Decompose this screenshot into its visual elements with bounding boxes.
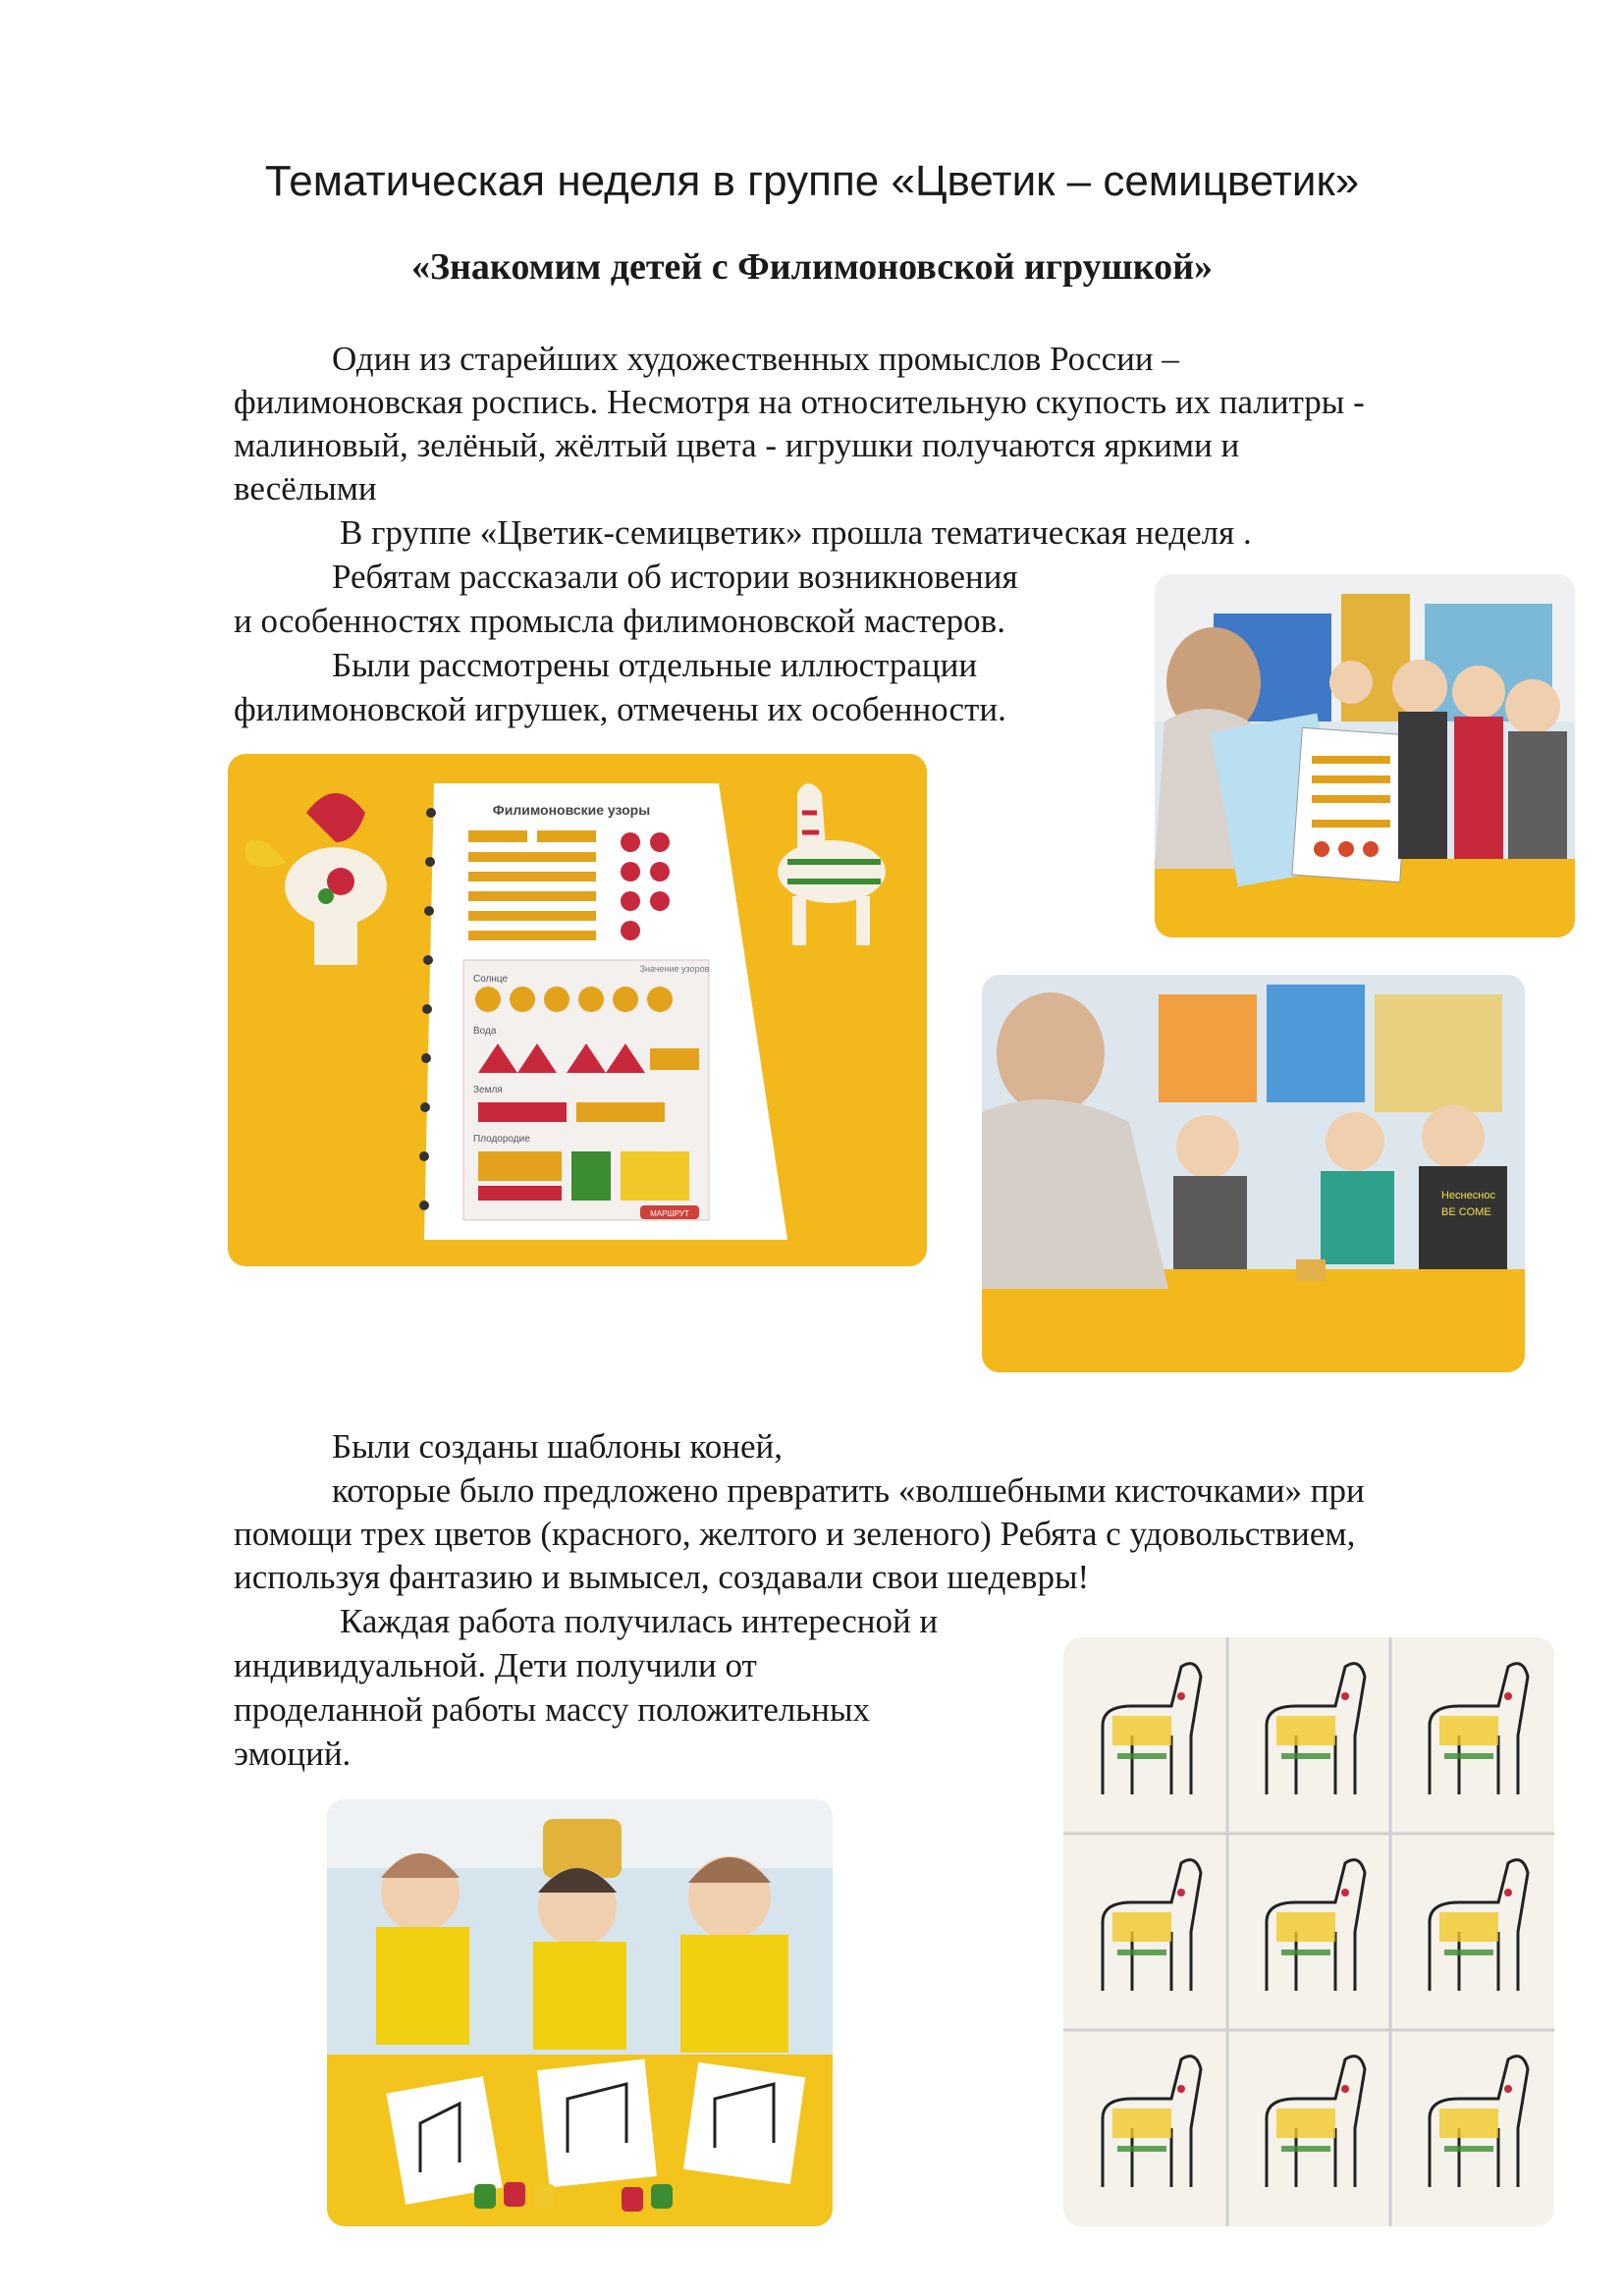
intro-line-2: филимоновская роспись. Несмотря на относительную скупость их палитры -: [234, 383, 1365, 421]
booklet-section-3: Земля: [473, 1085, 503, 1095]
booklet-heading: Филимоновские узоры: [492, 802, 651, 818]
poster-text-2: BE COME: [1441, 1206, 1491, 1218]
booklet-corner-label: Значение узоров: [639, 964, 710, 974]
booklet-badge: МАРШРУТ: [650, 1209, 689, 1218]
intro-line-1: Один из старейших художественных промыслов России –: [332, 340, 1179, 378]
outro-line-4: используя фантазию и вымысел, создавали свои шедевры!: [234, 1558, 1090, 1596]
outro-line-7: проделанной работы массу положительных: [234, 1690, 871, 1729]
page-title: Тематическая неделя в группе «Цветик – семицветик»: [264, 157, 1360, 205]
photo-teacher-with-booklet: [1155, 574, 1575, 937]
photo-booklet-with-toys: [228, 754, 927, 1266]
photo-girls-painting: [327, 1799, 833, 2226]
outro-line-8: эмоций.: [234, 1735, 352, 1773]
outro-line-2: которые было предложено превратить «волшебными кисточками» при: [332, 1471, 1365, 1510]
intro-line-9: филимоновской игрушек, отмечены их особенности.: [234, 690, 1006, 728]
booklet-section-2: Вода: [473, 1026, 497, 1037]
intro-line-5: В группе «Цветик-семицветик» прошла тематическая неделя .: [340, 513, 1252, 552]
page-subtitle: «Знакомим детей с Филимоновской игрушкой»: [410, 246, 1214, 288]
intro-line-8: Были рассмотрены отдельные иллюстрации: [332, 646, 978, 684]
outro-line-1: Были созданы шаблоны коней,: [332, 1427, 783, 1466]
outro-line-5: Каждая работа получилась интересной и: [340, 1602, 939, 1640]
intro-line-7: и особенностях промысла филимоновской мастеров.: [234, 602, 1005, 640]
intro-line-6: Ребятам рассказали об истории возникновения: [332, 558, 1018, 596]
photo-teacher-with-children: [982, 975, 1525, 1372]
outro-line-6: индивидуальной. Дети получили от: [234, 1646, 757, 1684]
poster-text-1: Неснеснос: [1441, 1190, 1495, 1201]
booklet-section-4: Плодородие: [473, 1134, 530, 1145]
photo-painted-horses: [1063, 1637, 1554, 2226]
outro-line-3: помощи трех цветов (красного, желтого и зеленого) Ребята с удовольствием,: [234, 1515, 1356, 1553]
intro-line-3: малиновый, зелёный, жёлтый цвета - игрушки получаются яркими и: [234, 426, 1240, 464]
booklet-section-1: Солнце: [473, 974, 509, 985]
intro-line-4: весёлыми: [234, 469, 377, 507]
